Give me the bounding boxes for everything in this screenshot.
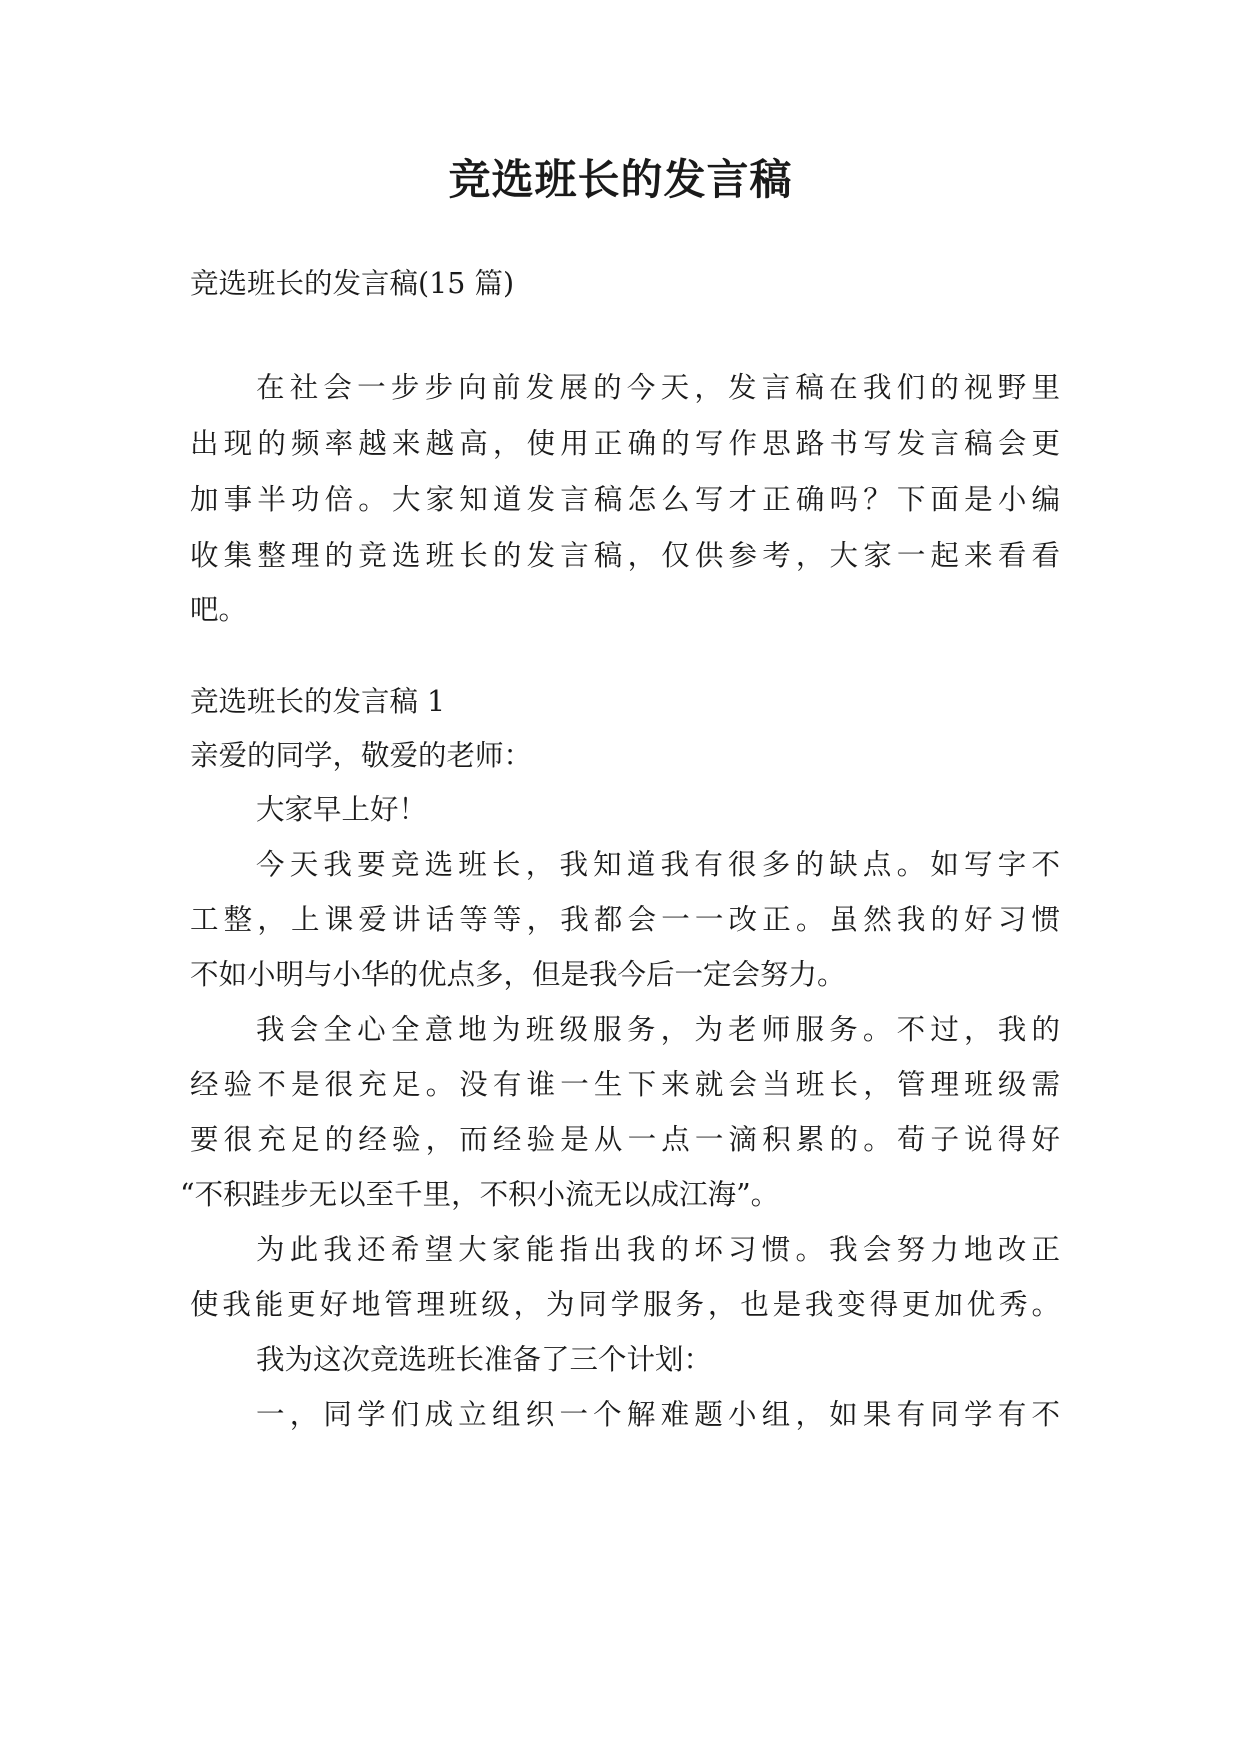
body-line: 经验不是很充足。没有谁一生下来就会当班长，管理班级需	[190, 1068, 1060, 1101]
intro-line: 收集整理的竞选班长的发言稿，仅供参考，大家一起来看看	[190, 539, 1060, 572]
intro-line: 吧。	[190, 593, 248, 626]
intro-line: 加事半功倍。大家知道发言稿怎么写才正确吗？下面是小编	[190, 483, 1060, 516]
document-subtitle: 竞选班长的发言稿(15 篇)	[190, 267, 515, 300]
body-line: 要很充足的经验，而经验是从一点一滴积累的。荀子说得好	[190, 1123, 1060, 1156]
body-line: 不如小明与小华的优点多，但是我今后一定会努力。	[190, 958, 846, 991]
greeting: 大家早上好！	[256, 793, 428, 826]
salutation: 亲爱的同学，敬爱的老师：	[190, 739, 533, 772]
body-line: 工整，上课爱讲话等等，我都会一一改正。虽然我的好习惯	[190, 903, 1060, 936]
body-line: 一，同学们成立组织一个解难题小组，如果有同学有不	[256, 1398, 1060, 1431]
body-line: 我会全心全意地为班级服务，为老师服务。不过，我的	[256, 1013, 1060, 1046]
body-line: 我为这次竞选班长准备了三个计划：	[256, 1343, 713, 1376]
body-line: 今天我要竞选班长，我知道我有很多的缺点。如写字不	[256, 848, 1060, 881]
intro-line: 出现的频率越来越高，使用正确的写作思路书写发言稿会更	[190, 427, 1060, 460]
body-line: 为此我还希望大家能指出我的坏习惯。我会努力地改正	[256, 1233, 1060, 1266]
section-heading: 竞选班长的发言稿 1	[190, 685, 446, 718]
intro-line: 在社会一步步向前发展的今天，发言稿在我们的视野里	[256, 371, 1060, 404]
body-line: “不积跬步无以至千里，不积小流无以成江海”。	[180, 1178, 780, 1211]
document-title: 竞选班长的发言稿	[448, 155, 793, 204]
body-line: 使我能更好地管理班级，为同学服务，也是我变得更加优秀。	[190, 1288, 1060, 1321]
